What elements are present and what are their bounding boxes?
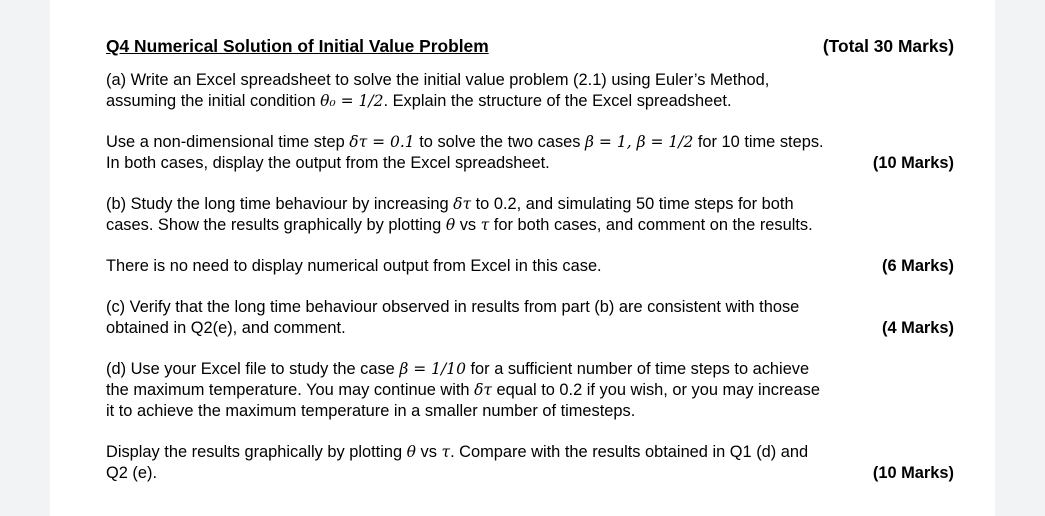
part-d-text: (d) Use your Excel file to study the case — [106, 360, 400, 378]
part-b-text: to 0.2, and simulating 50 time steps for both — [471, 195, 794, 213]
part-c-marks: (4 Marks) — [882, 319, 954, 337]
part-a-text: . Explain the structure of the Excel spreadsheet. — [383, 92, 732, 110]
part-a-marks: (10 Marks) — [872, 154, 954, 172]
question-content — [106, 36, 954, 484]
part-d-paragraph-1 — [106, 359, 954, 422]
math-expression: δτ — [453, 195, 472, 213]
part-b-marks: (6 Marks) — [882, 257, 954, 275]
part-b-text: (b) Study the long time behaviour by increasing — [106, 195, 454, 213]
math-expression: τ — [441, 443, 451, 461]
part-b-text: for both cases, and comment on the results. — [489, 216, 813, 234]
part-d-text: it to achieve the maximum temperature in a smaller number of timesteps. — [106, 402, 636, 420]
part-a-text: In both cases, display the output from the Excel spreadsheet. — [106, 154, 550, 172]
math-expression: β = 1, β = 1/2 — [585, 133, 694, 151]
question-heading — [106, 36, 954, 62]
question-title: Q4 Numerical Solution of Initial Value Problem — [106, 36, 489, 56]
part-b-note — [106, 256, 954, 277]
part-c-paragraph — [106, 297, 954, 339]
part-a-text: (a) Write an Excel spreadsheet to solve the initial value problem (2.1) using Euler’s Method, — [106, 71, 770, 89]
part-d-text: vs — [416, 443, 442, 461]
math-expression: τ — [480, 216, 490, 234]
document-page — [50, 0, 995, 516]
math-expression: θ — [406, 443, 416, 461]
part-a-text: to solve the two cases — [414, 133, 586, 151]
part-d-text: equal to 0.2 if you wish, or you may increase — [491, 381, 820, 399]
math-expression: θ — [445, 216, 456, 234]
part-a-text: assuming the initial condition — [106, 92, 321, 110]
part-d-text: . Compare with the results obtained in Q1 (d) and — [450, 443, 809, 461]
part-d-text: for a sufficient number of time steps to achieve — [465, 360, 810, 378]
part-d-text: Display the results graphically by plotting — [106, 443, 407, 461]
part-a-text: for 10 time steps. — [693, 133, 824, 151]
part-c-text: (c) Verify that the long time behaviour observed in results from part (b) are consistent with those — [106, 298, 800, 316]
part-d-marks: (10 Marks) — [872, 464, 954, 482]
part-d-paragraph-2 — [106, 442, 954, 484]
question-total-marks: (Total 30 Marks) — [822, 36, 954, 56]
math-expression: δτ — [474, 381, 492, 399]
math-expression: δτ = 0.1 — [349, 133, 415, 151]
part-b-text: cases. Show the results graphically by plotting — [106, 216, 446, 234]
part-b-text: vs — [455, 216, 481, 234]
part-a-paragraph-1 — [106, 70, 954, 112]
part-b-paragraph — [106, 194, 954, 236]
part-b-text: There is no need to display numerical output from Excel in this case. — [106, 257, 602, 275]
part-c-text: obtained in Q2(e), and comment. — [106, 319, 346, 337]
math-expression: θ₀ = 1/2 — [320, 92, 384, 110]
part-d-text: Q2 (e). — [106, 464, 158, 482]
math-expression: β = 1/10 — [399, 360, 466, 378]
part-a-text: Use a non-dimensional time step — [106, 133, 350, 151]
part-a-paragraph-2 — [106, 132, 954, 174]
part-d-text: the maximum temperature. You may continue with — [106, 381, 475, 399]
